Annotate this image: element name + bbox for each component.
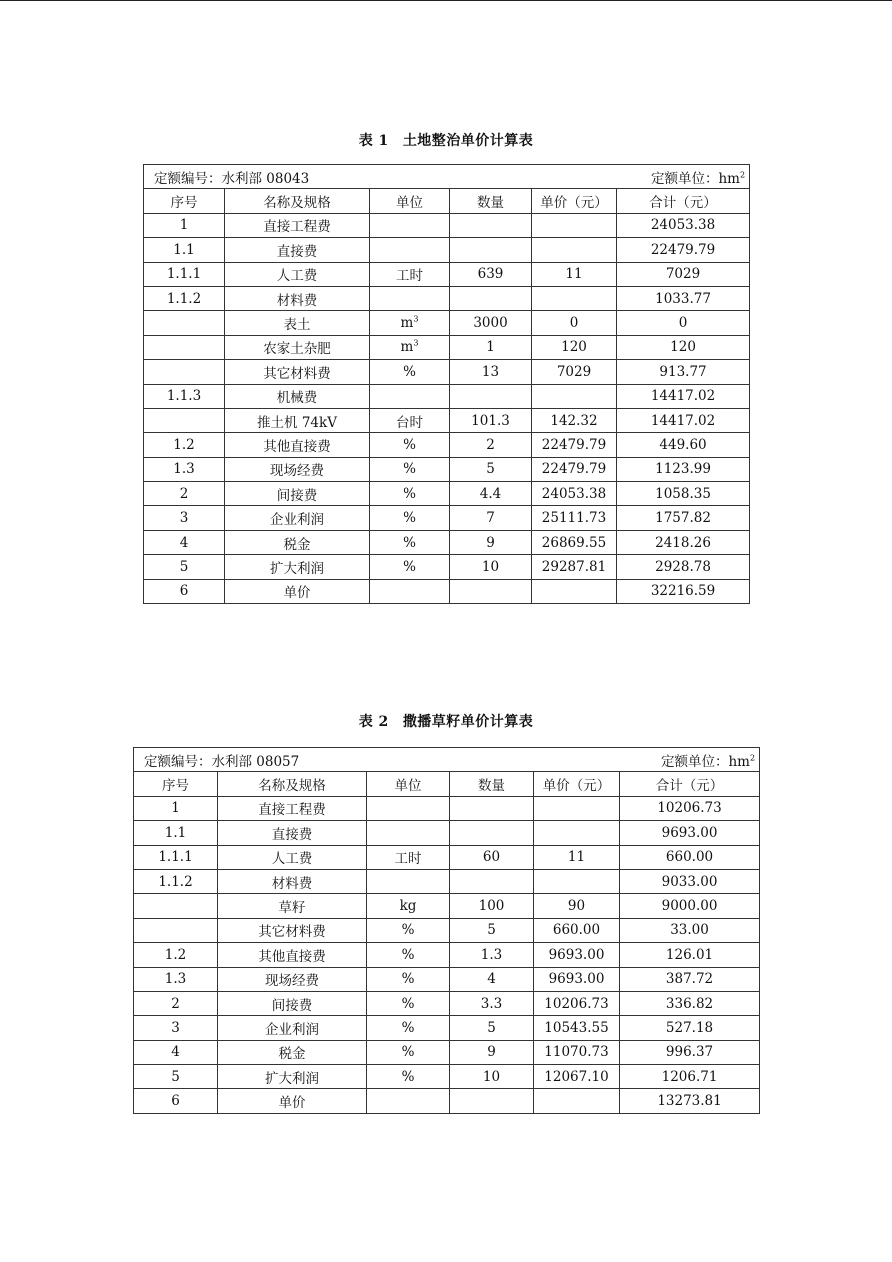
cell-unit <box>370 384 450 408</box>
cell-unit-price <box>534 821 620 845</box>
cell-total: 527.18 <box>620 1016 760 1040</box>
cell-number <box>134 894 218 918</box>
cell-total: 0 <box>617 311 750 335</box>
cell-quantity: 5 <box>450 1016 534 1040</box>
cell-total: 120 <box>617 335 750 359</box>
table-1-body <box>144 165 750 604</box>
table-row <box>144 530 750 554</box>
cell-unit-price <box>534 1089 620 1113</box>
table-row <box>144 238 750 262</box>
cell-unit-price: 120 <box>532 335 617 359</box>
cell-unit <box>370 433 450 457</box>
header-row <box>134 772 760 796</box>
table-2-caption-title: 撒播草籽单价计算表 <box>402 714 534 730</box>
cell-name: 材料费 <box>218 869 367 893</box>
cell-number: 1.1 <box>144 238 225 262</box>
cell-total: 2928.78 <box>617 555 750 579</box>
cell-quantity: 639 <box>450 262 532 286</box>
quota-cell <box>144 165 750 189</box>
cell-name: 直接工程费 <box>225 213 370 237</box>
cell-number: 3 <box>134 1016 218 1040</box>
cell-unit-base: 工时 <box>396 268 423 285</box>
cell-unit-base: 台时 <box>396 414 423 431</box>
cell-unit-price: 9693.00 <box>534 943 620 967</box>
cell-unit-base: % <box>401 971 415 988</box>
table-row <box>144 433 750 457</box>
table-row <box>134 796 760 820</box>
cell-name: 材料费 <box>225 286 370 310</box>
cell-quantity: 4 <box>450 967 534 991</box>
cell-total: 24053.38 <box>617 213 750 237</box>
table-row <box>134 894 760 918</box>
cell-quantity: 1.3 <box>450 943 534 967</box>
table-row <box>144 579 750 603</box>
cell-name: 表土 <box>225 311 370 335</box>
cell-unit <box>367 967 450 991</box>
cell-unit-price <box>532 384 617 408</box>
cell-name: 其他直接费 <box>225 433 370 457</box>
cell-unit-price <box>532 238 617 262</box>
table-row <box>134 991 760 1015</box>
cell-unit <box>367 821 450 845</box>
cell-unit <box>370 530 450 554</box>
cell-quantity: 60 <box>450 845 534 869</box>
column-header: 合计（元） <box>617 189 750 213</box>
cell-number: 2 <box>144 482 225 506</box>
cell-total: 387.72 <box>620 967 760 991</box>
cell-name: 税金 <box>218 1040 367 1064</box>
quota-row <box>144 165 750 189</box>
cell-name: 推土机 74kV <box>225 408 370 432</box>
cell-unit-base: % <box>403 558 416 575</box>
cell-name: 单价 <box>225 579 370 603</box>
cell-unit <box>367 918 450 942</box>
cell-quantity <box>450 286 532 310</box>
cell-unit <box>367 894 450 918</box>
cell-unit-price: 22479.79 <box>532 433 617 457</box>
cell-unit-price: 11 <box>532 262 617 286</box>
cell-name: 税金 <box>225 530 370 554</box>
cell-number: 6 <box>134 1089 218 1113</box>
cell-unit <box>367 845 450 869</box>
cell-unit <box>370 408 450 432</box>
cell-unit-base: % <box>401 995 415 1012</box>
quota-code: 定额编号：水利部 08057 <box>144 753 300 770</box>
cell-name: 其它材料费 <box>225 360 370 384</box>
cell-name: 农家土杂肥 <box>225 335 370 359</box>
cell-quantity: 13 <box>450 360 532 384</box>
cell-unit <box>367 1065 450 1089</box>
cell-unit <box>370 213 450 237</box>
cell-quantity <box>450 213 532 237</box>
cell-quantity <box>450 579 532 603</box>
cell-total: 13273.81 <box>620 1089 760 1113</box>
cell-unit-price: 22479.79 <box>532 457 617 481</box>
cell-unit-sup: 3 <box>413 338 419 348</box>
quota-unit-sup: 2 <box>749 753 756 763</box>
table-row <box>144 286 750 310</box>
cell-unit-price: 142.32 <box>532 408 617 432</box>
quota-unit-sup: 2 <box>739 170 746 180</box>
column-header: 名称及规格 <box>225 189 370 213</box>
cell-unit-base: % <box>403 461 416 478</box>
cell-unit-price: 10206.73 <box>534 991 620 1015</box>
cell-unit-base: kg <box>399 898 417 915</box>
cell-number: 6 <box>144 579 225 603</box>
cell-total: 32216.59 <box>617 579 750 603</box>
cell-unit <box>370 335 450 359</box>
cell-total: 14417.02 <box>617 408 750 432</box>
cell-unit-price <box>532 213 617 237</box>
cell-unit-price: 9693.00 <box>534 967 620 991</box>
column-header: 数量 <box>450 772 534 796</box>
cell-unit-price: 12067.10 <box>534 1065 620 1089</box>
cell-unit <box>370 457 450 481</box>
cell-unit <box>367 1016 450 1040</box>
cell-number: 1 <box>144 213 225 237</box>
table-row <box>134 1040 760 1064</box>
table-2-unit-price <box>133 747 760 1114</box>
cell-total: 2418.26 <box>617 530 750 554</box>
column-header: 单价（元） <box>534 772 620 796</box>
cell-unit-price: 660.00 <box>534 918 620 942</box>
cell-unit-price <box>532 579 617 603</box>
cell-name: 单价 <box>218 1089 367 1113</box>
cell-name: 直接工程费 <box>218 796 367 820</box>
quota-cell <box>134 748 760 772</box>
cell-name: 扩大利润 <box>225 555 370 579</box>
cell-name: 现场经费 <box>225 457 370 481</box>
cell-total: 33.00 <box>620 918 760 942</box>
cell-unit <box>367 1040 450 1064</box>
cell-unit-price: 11070.73 <box>534 1040 620 1064</box>
quota-unit-label: 定额单位： <box>660 753 729 770</box>
table-row <box>144 506 750 530</box>
cell-quantity: 10 <box>450 1065 534 1089</box>
cell-total: 1058.35 <box>617 482 750 506</box>
cell-total: 10206.73 <box>620 796 760 820</box>
column-header: 数量 <box>450 189 532 213</box>
cell-quantity <box>450 384 532 408</box>
quota-unit <box>661 750 755 770</box>
cell-unit <box>367 869 450 893</box>
table-row <box>134 1016 760 1040</box>
cell-unit-base: % <box>403 485 416 502</box>
cell-number: 1.3 <box>134 967 218 991</box>
cell-unit-base: % <box>403 510 416 527</box>
cell-number: 5 <box>144 555 225 579</box>
column-header: 名称及规格 <box>218 772 367 796</box>
cell-number: 3 <box>144 506 225 530</box>
cell-total: 449.60 <box>617 433 750 457</box>
cell-total: 9033.00 <box>620 869 760 893</box>
table-row <box>144 335 750 359</box>
quota-unit <box>651 167 745 187</box>
table-row <box>144 384 750 408</box>
cell-unit-base: % <box>401 922 415 939</box>
column-header: 单位 <box>367 772 450 796</box>
cell-number <box>144 335 225 359</box>
table-row <box>134 943 760 967</box>
cell-unit-base: % <box>401 1019 415 1036</box>
cell-total: 22479.79 <box>617 238 750 262</box>
cell-unit <box>370 360 450 384</box>
table-row <box>134 869 760 893</box>
cell-quantity: 100 <box>450 894 534 918</box>
cell-unit <box>370 286 450 310</box>
cell-total: 7029 <box>617 262 750 286</box>
cell-unit <box>367 1089 450 1113</box>
cell-number: 1.2 <box>134 943 218 967</box>
table-row <box>134 845 760 869</box>
quota-row <box>134 748 760 772</box>
cell-unit <box>367 943 450 967</box>
cell-name: 企业利润 <box>225 506 370 530</box>
cell-unit-price: 90 <box>534 894 620 918</box>
quota-unit-label: 定额单位： <box>650 170 719 187</box>
table-1-unit-price <box>143 164 750 604</box>
cell-unit <box>370 506 450 530</box>
cell-total: 1757.82 <box>617 506 750 530</box>
cell-total: 9693.00 <box>620 821 760 845</box>
cell-unit-price: 25111.73 <box>532 506 617 530</box>
quota-unit-base: hm <box>728 753 750 770</box>
column-header: 单位 <box>370 189 450 213</box>
table-1-caption-title: 土地整治单价计算表 <box>402 133 534 149</box>
cell-unit-price <box>534 869 620 893</box>
cell-unit-sup: 3 <box>413 314 419 324</box>
cell-number <box>144 311 225 335</box>
cell-unit-base: m <box>400 339 414 356</box>
cell-quantity: 2 <box>450 433 532 457</box>
cell-unit <box>370 311 450 335</box>
cell-unit-price: 10543.55 <box>534 1016 620 1040</box>
cell-unit-price <box>534 796 620 820</box>
cell-unit-price: 29287.81 <box>532 555 617 579</box>
cell-number: 4 <box>144 530 225 554</box>
cell-name: 直接费 <box>225 238 370 262</box>
cell-total: 14417.02 <box>617 384 750 408</box>
column-header: 序号 <box>144 189 225 213</box>
table-row <box>134 918 760 942</box>
cell-quantity: 5 <box>450 918 534 942</box>
quota-code: 定额编号：水利部 08043 <box>154 170 310 187</box>
cell-unit-price: 0 <box>532 311 617 335</box>
cell-name: 其他直接费 <box>218 943 367 967</box>
cell-quantity: 3000 <box>450 311 532 335</box>
cell-number: 1.1.3 <box>144 384 225 408</box>
cell-name: 人工费 <box>218 845 367 869</box>
cell-total: 1033.77 <box>617 286 750 310</box>
table-row <box>144 482 750 506</box>
table-row <box>144 360 750 384</box>
cell-unit <box>367 796 450 820</box>
table-row <box>144 555 750 579</box>
table-2-caption-number: 表 2 <box>358 714 389 730</box>
table-row <box>144 311 750 335</box>
cell-name: 现场经费 <box>218 967 367 991</box>
cell-total: 126.01 <box>620 943 760 967</box>
cell-quantity <box>450 238 532 262</box>
table-2-body <box>134 748 760 1114</box>
cell-total: 336.82 <box>620 991 760 1015</box>
table-row <box>134 1065 760 1089</box>
cell-number: 1 <box>134 796 218 820</box>
cell-quantity: 1 <box>450 335 532 359</box>
cell-quantity: 7 <box>450 506 532 530</box>
cell-number <box>144 360 225 384</box>
cell-unit-base: % <box>403 534 416 551</box>
cell-name: 企业利润 <box>218 1016 367 1040</box>
cell-unit-base: % <box>401 946 415 963</box>
cell-unit-price: 24053.38 <box>532 482 617 506</box>
cell-number: 1.1.1 <box>144 262 225 286</box>
cell-unit-price <box>532 286 617 310</box>
cell-unit-price: 26869.55 <box>532 530 617 554</box>
cell-number: 1.3 <box>144 457 225 481</box>
quota-unit-base: hm <box>718 170 740 187</box>
cell-quantity: 3.3 <box>450 991 534 1015</box>
table-row <box>144 213 750 237</box>
cell-number: 1.1.1 <box>134 845 218 869</box>
page-top-rule <box>0 0 892 1</box>
table-2-caption <box>0 711 892 731</box>
cell-number <box>144 408 225 432</box>
cell-number <box>134 918 218 942</box>
cell-total: 660.00 <box>620 845 760 869</box>
table-row <box>144 408 750 432</box>
cell-unit <box>370 482 450 506</box>
cell-unit-base: % <box>401 1068 415 1085</box>
cell-number: 1.2 <box>144 433 225 457</box>
cell-number: 1.1 <box>134 821 218 845</box>
cell-unit <box>370 555 450 579</box>
cell-total: 9000.00 <box>620 894 760 918</box>
cell-quantity: 5 <box>450 457 532 481</box>
cell-unit-price: 11 <box>534 845 620 869</box>
cell-unit-price: 7029 <box>532 360 617 384</box>
table-row <box>134 1089 760 1113</box>
cell-unit-base: % <box>403 363 416 380</box>
cell-name: 间接费 <box>225 482 370 506</box>
column-header: 序号 <box>134 772 218 796</box>
table-row <box>144 262 750 286</box>
cell-quantity <box>450 869 534 893</box>
table-row <box>134 821 760 845</box>
cell-total: 1206.71 <box>620 1065 760 1089</box>
cell-name: 草籽 <box>218 894 367 918</box>
cell-quantity <box>450 821 534 845</box>
cell-quantity: 4.4 <box>450 482 532 506</box>
table-1-caption <box>0 130 892 150</box>
cell-quantity: 9 <box>450 530 532 554</box>
cell-name: 人工费 <box>225 262 370 286</box>
cell-number: 5 <box>134 1065 218 1089</box>
cell-number: 2 <box>134 991 218 1015</box>
cell-name: 间接费 <box>218 991 367 1015</box>
cell-unit-base: % <box>401 1044 415 1061</box>
cell-name: 直接费 <box>218 821 367 845</box>
cell-unit <box>367 991 450 1015</box>
cell-total: 1123.99 <box>617 457 750 481</box>
cell-unit <box>370 238 450 262</box>
table-row <box>144 457 750 481</box>
cell-number: 4 <box>134 1040 218 1064</box>
cell-quantity <box>450 796 534 820</box>
table-1-caption-number: 表 1 <box>358 133 389 149</box>
cell-total: 996.37 <box>620 1040 760 1064</box>
cell-number: 1.1.2 <box>134 869 218 893</box>
column-header: 合计（元） <box>620 772 760 796</box>
cell-unit-base: % <box>403 436 416 453</box>
cell-total: 913.77 <box>617 360 750 384</box>
cell-name: 机械费 <box>225 384 370 408</box>
cell-unit-base: m <box>400 315 414 332</box>
header-row <box>144 189 750 213</box>
cell-quantity: 101.3 <box>450 408 532 432</box>
cell-number: 1.1.2 <box>144 286 225 310</box>
cell-quantity: 10 <box>450 555 532 579</box>
cell-unit <box>370 579 450 603</box>
cell-quantity <box>450 1089 534 1113</box>
table-row <box>134 967 760 991</box>
column-header: 单价（元） <box>532 189 617 213</box>
cell-unit-base: 工时 <box>394 851 422 868</box>
cell-name: 扩大利润 <box>218 1065 367 1089</box>
cell-name: 其它材料费 <box>218 918 367 942</box>
cell-quantity: 9 <box>450 1040 534 1064</box>
cell-unit <box>370 262 450 286</box>
